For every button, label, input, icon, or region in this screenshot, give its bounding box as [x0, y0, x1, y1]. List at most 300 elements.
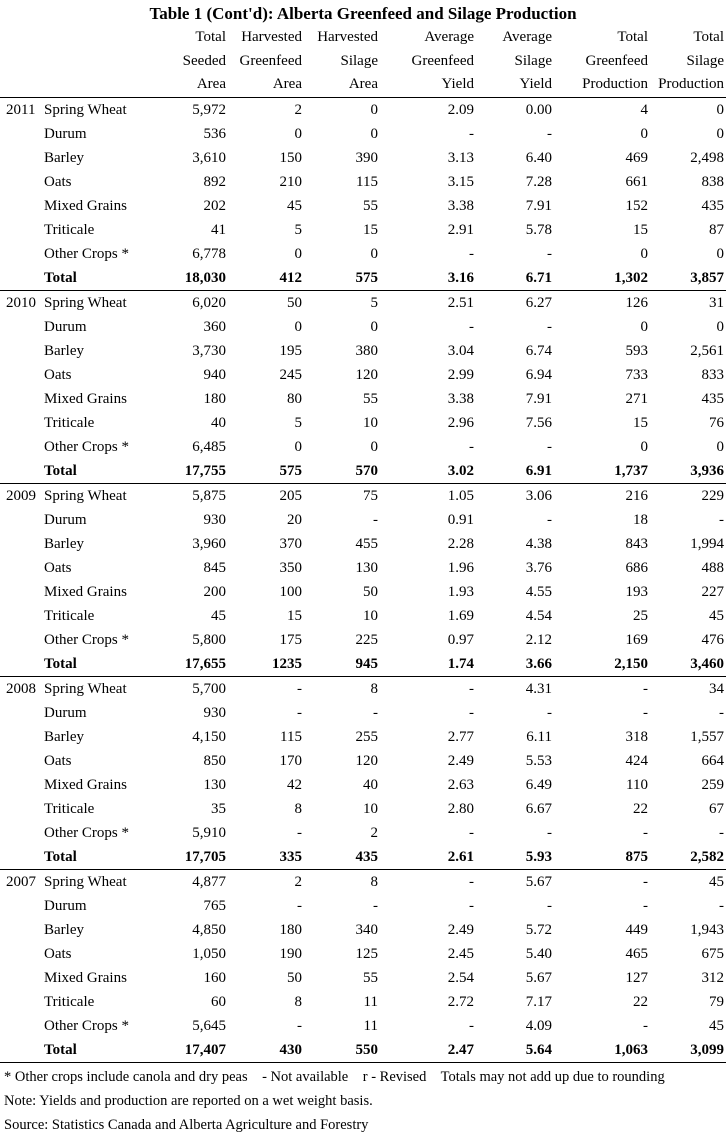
value-cell: 35 — [211, 801, 226, 818]
value-cell: - — [469, 705, 474, 722]
value-cell: 575 — [228, 459, 304, 484]
year-cell-empty — [0, 170, 40, 194]
value-cell: 0 — [640, 126, 648, 143]
crop-label: Total — [40, 266, 158, 291]
year-cell-empty — [0, 821, 40, 845]
value-cell: 536 — [203, 126, 226, 143]
crop-label: Durum — [44, 705, 87, 722]
value-cell: 22 — [633, 994, 648, 1011]
table-row — [0, 122, 726, 146]
year-cell-empty — [0, 894, 40, 918]
value-cell: - — [719, 898, 724, 915]
crop-label: Triticale — [44, 415, 95, 432]
value-cell: 10 — [363, 801, 378, 818]
year-label: 2007 — [6, 874, 36, 891]
value-cell: 661 — [625, 174, 648, 191]
table-row — [0, 870, 726, 895]
value-cell: 60 — [211, 994, 226, 1011]
value-cell: 3,730 — [192, 343, 226, 360]
value-cell: 1.05 — [447, 488, 474, 505]
value-cell: 245 — [279, 367, 302, 384]
value-cell: 10 — [363, 608, 378, 625]
value-cell: 2.49 — [447, 753, 474, 770]
col-header: Average — [424, 29, 474, 45]
value-cell: 227 — [701, 584, 724, 601]
value-cell: 1235 — [228, 652, 304, 677]
year-cell-empty — [0, 339, 40, 363]
col-header: Seeded — [182, 52, 226, 69]
value-cell: 4 — [640, 102, 648, 119]
value-cell: 5.67 — [525, 970, 552, 987]
value-cell: 318 — [625, 729, 648, 746]
value-cell: 5,800 — [192, 632, 226, 649]
value-cell: 3.02 — [380, 459, 476, 484]
value-cell: 0 — [716, 102, 724, 119]
year-cell-empty — [0, 725, 40, 749]
year-cell-empty — [0, 556, 40, 580]
value-cell: - — [297, 898, 302, 915]
crop-label: Other Crops * — [44, 825, 129, 842]
value-cell: 202 — [203, 198, 226, 215]
value-cell: 210 — [279, 174, 302, 191]
value-cell: 6,020 — [192, 295, 226, 312]
value-cell: 15 — [633, 415, 648, 432]
value-cell: 0.00 — [525, 102, 552, 119]
col-header: Silage — [686, 52, 724, 69]
value-cell: 75 — [363, 488, 378, 505]
footnotes — [4, 1065, 726, 1137]
value-cell: - — [469, 825, 474, 842]
value-cell: 0 — [716, 319, 724, 336]
value-cell: 5 — [294, 415, 302, 432]
total-row — [0, 652, 726, 677]
table-row — [0, 242, 726, 266]
value-cell: 430 — [228, 1038, 304, 1063]
value-cell: - — [373, 898, 378, 915]
value-cell: 7.56 — [525, 415, 552, 432]
value-cell: 664 — [701, 753, 724, 770]
table-row — [0, 1014, 726, 1038]
table-row — [0, 966, 726, 990]
value-cell: 190 — [279, 946, 302, 963]
value-cell: 476 — [701, 632, 724, 649]
value-cell: 2.63 — [447, 777, 474, 794]
value-cell: - — [547, 512, 552, 529]
value-cell: 18 — [633, 512, 648, 529]
value-cell: 5,700 — [192, 681, 226, 698]
value-cell: 390 — [355, 150, 378, 167]
col-header: Silage — [340, 52, 378, 69]
value-cell: 15 — [633, 222, 648, 239]
crop-label: Oats — [44, 367, 72, 384]
table-row — [0, 749, 726, 773]
value-cell: 50 — [287, 970, 302, 987]
value-cell: 5.40 — [525, 946, 552, 963]
table-row — [0, 435, 726, 459]
value-cell: - — [547, 825, 552, 842]
value-cell: 930 — [203, 705, 226, 722]
value-cell: 3.38 — [447, 198, 474, 215]
value-cell: 5 — [294, 222, 302, 239]
value-cell: - — [373, 705, 378, 722]
value-cell: 3.13 — [447, 150, 474, 167]
value-cell: 1,063 — [554, 1038, 650, 1063]
value-cell: 0.97 — [447, 632, 474, 649]
year-label: 2011 — [6, 102, 36, 119]
value-cell: 875 — [554, 845, 650, 870]
value-cell: - — [719, 705, 724, 722]
value-cell: - — [297, 705, 302, 722]
crop-label: Spring Wheat — [44, 102, 127, 119]
year-cell-empty — [0, 508, 40, 532]
value-cell: 120 — [355, 753, 378, 770]
col-header: Total — [195, 29, 226, 45]
value-cell: 2.91 — [447, 222, 474, 239]
year-cell-empty — [0, 315, 40, 339]
value-cell: - — [469, 246, 474, 263]
value-cell: 765 — [203, 898, 226, 915]
value-cell: 6.91 — [476, 459, 554, 484]
value-cell: - — [297, 825, 302, 842]
value-cell: 115 — [280, 729, 302, 746]
value-cell: 8 — [294, 994, 302, 1011]
value-cell: - — [469, 439, 474, 456]
year-cell-empty — [0, 628, 40, 652]
value-cell: 5.67 — [525, 874, 552, 891]
value-cell: 41 — [211, 222, 226, 239]
crop-label: Total — [40, 845, 158, 870]
value-cell: - — [297, 1018, 302, 1035]
col-header: Production — [554, 73, 650, 97]
value-cell: 0 — [370, 319, 378, 336]
col-header: Area — [158, 73, 228, 97]
value-cell: 0 — [370, 439, 378, 456]
crop-label: Barley — [44, 150, 84, 167]
value-cell: 2.45 — [447, 946, 474, 963]
value-cell: 127 — [625, 970, 648, 987]
value-cell: 593 — [625, 343, 648, 360]
year-label: 2010 — [6, 295, 36, 312]
table-title: Table 1 (Cont'd): Alberta Greenfeed and Silage Production — [149, 4, 577, 23]
value-cell: 20 — [287, 512, 302, 529]
value-cell: 4.55 — [525, 584, 552, 601]
table-row — [0, 532, 726, 556]
value-cell: 8 — [370, 874, 378, 891]
table-row — [0, 339, 726, 363]
crop-label: Total — [40, 1038, 158, 1063]
col-header: Greenfeed — [411, 52, 474, 69]
value-cell: 3,857 — [650, 266, 726, 291]
value-cell: 7.17 — [525, 994, 552, 1011]
crop-label: Other Crops * — [44, 246, 129, 263]
value-cell: 455 — [355, 536, 378, 553]
table-row — [0, 677, 726, 702]
value-cell: 6,485 — [192, 439, 226, 456]
value-cell: 45 — [211, 608, 226, 625]
value-cell: - — [643, 825, 648, 842]
value-cell: 892 — [203, 174, 226, 191]
value-cell: 2.47 — [380, 1038, 476, 1063]
value-cell: - — [469, 126, 474, 143]
value-cell: 3,460 — [650, 652, 726, 677]
value-cell: 115 — [356, 174, 378, 191]
value-cell: 5,910 — [192, 825, 226, 842]
col-header: Harvested — [317, 29, 378, 45]
year-cell-empty — [0, 604, 40, 628]
crop-label: Durum — [44, 319, 87, 336]
value-cell: 3.16 — [380, 266, 476, 291]
col-header: Total — [693, 29, 724, 45]
value-cell: 34 — [709, 681, 724, 698]
value-cell: 6.71 — [476, 266, 554, 291]
value-cell: 25 — [633, 608, 648, 625]
value-cell: 4,150 — [192, 729, 226, 746]
header-row-2 — [0, 50, 726, 74]
value-cell: - — [547, 319, 552, 336]
value-cell: 0 — [294, 246, 302, 263]
value-cell: 1,050 — [192, 946, 226, 963]
crop-label: Barley — [44, 729, 84, 746]
crop-label: Oats — [44, 753, 72, 770]
value-cell: 2.51 — [447, 295, 474, 312]
value-cell: 8 — [370, 681, 378, 698]
year-label: 2009 — [6, 488, 36, 505]
value-cell: 675 — [701, 946, 724, 963]
value-cell: 3,960 — [192, 536, 226, 553]
col-header: Greenfeed — [239, 52, 302, 69]
table-row — [0, 218, 726, 242]
value-cell: 170 — [279, 753, 302, 770]
value-cell: 6.74 — [525, 343, 552, 360]
table-row — [0, 484, 726, 509]
value-cell: 5.93 — [476, 845, 554, 870]
crop-label: Triticale — [44, 222, 95, 239]
year-cell-empty — [0, 918, 40, 942]
value-cell: 31 — [709, 295, 724, 312]
value-cell: 2.99 — [447, 367, 474, 384]
table-row — [0, 580, 726, 604]
year-cell-empty — [0, 942, 40, 966]
value-cell: 6.27 — [525, 295, 552, 312]
header-row-1 — [0, 26, 726, 50]
value-cell: 200 — [203, 584, 226, 601]
col-header: Area — [228, 73, 304, 97]
table-row — [0, 918, 726, 942]
value-cell: - — [547, 705, 552, 722]
value-cell: - — [719, 512, 724, 529]
value-cell: 930 — [203, 512, 226, 529]
table-row — [0, 146, 726, 170]
value-cell: 255 — [355, 729, 378, 746]
value-cell: 1,994 — [690, 536, 724, 553]
table-row — [0, 315, 726, 339]
value-cell: 6,778 — [192, 246, 226, 263]
value-cell: 2.49 — [447, 922, 474, 939]
value-cell: 45 — [709, 608, 724, 625]
value-cell: 40 — [363, 777, 378, 794]
value-cell: 2.61 — [380, 845, 476, 870]
value-cell: 5.78 — [525, 222, 552, 239]
production-table — [0, 26, 726, 1063]
value-cell: 2,498 — [690, 150, 724, 167]
value-cell: 5,875 — [192, 488, 226, 505]
value-cell: 130 — [203, 777, 226, 794]
value-cell: 216 — [625, 488, 648, 505]
value-cell: 15 — [363, 222, 378, 239]
value-cell: 79 — [709, 994, 724, 1011]
table-row — [0, 628, 726, 652]
col-header: Harvested — [241, 29, 302, 45]
year-label: 2008 — [6, 681, 36, 698]
value-cell: 850 — [203, 753, 226, 770]
crop-label: Triticale — [44, 608, 95, 625]
year-cell-empty — [0, 122, 40, 146]
value-cell: 0 — [640, 319, 648, 336]
value-cell: 1,302 — [554, 266, 650, 291]
value-cell: 2,150 — [554, 652, 650, 677]
value-cell: 0 — [716, 246, 724, 263]
value-cell: 5,972 — [192, 102, 226, 119]
value-cell: 180 — [203, 391, 226, 408]
table-row — [0, 797, 726, 821]
value-cell: 45 — [709, 1018, 724, 1035]
value-cell: - — [297, 681, 302, 698]
value-cell: 0 — [294, 319, 302, 336]
value-cell: 4.09 — [525, 1018, 552, 1035]
value-cell: 150 — [279, 150, 302, 167]
crop-label: Oats — [44, 946, 72, 963]
value-cell: 1.69 — [447, 608, 474, 625]
value-cell: - — [469, 874, 474, 891]
value-cell: 2.54 — [447, 970, 474, 987]
crop-label: Barley — [44, 922, 84, 939]
year-cell-empty — [0, 411, 40, 435]
value-cell: 3,099 — [650, 1038, 726, 1063]
value-cell: 6.94 — [525, 367, 552, 384]
value-cell: - — [643, 705, 648, 722]
value-cell: 7.91 — [525, 391, 552, 408]
value-cell: 205 — [279, 488, 302, 505]
crop-label: Mixed Grains — [44, 584, 127, 601]
value-cell: 11 — [363, 1018, 378, 1035]
crop-label: Mixed Grains — [44, 970, 127, 987]
value-cell: 3.76 — [525, 560, 552, 577]
value-cell: 424 — [625, 753, 648, 770]
value-cell: 2.12 — [525, 632, 552, 649]
value-cell: 5.64 — [476, 1038, 554, 1063]
value-cell: 271 — [625, 391, 648, 408]
value-cell: 2,582 — [650, 845, 726, 870]
value-cell: 469 — [625, 150, 648, 167]
footnote-legend: * Other crops include canola and dry peas - Not available r - Revised Totals may not add up due to rounding — [4, 1069, 665, 1085]
year-cell-empty — [0, 387, 40, 411]
total-row — [0, 459, 726, 484]
value-cell: 1,557 — [690, 729, 724, 746]
table-row — [0, 556, 726, 580]
year-cell-empty — [0, 218, 40, 242]
total-row — [0, 1038, 726, 1063]
value-cell: 18,030 — [158, 266, 228, 291]
value-cell: 175 — [279, 632, 302, 649]
value-cell: 686 — [625, 560, 648, 577]
value-cell: 1.74 — [380, 652, 476, 677]
value-cell: 67 — [709, 801, 724, 818]
value-cell: 1.96 — [447, 560, 474, 577]
crop-label: Oats — [44, 174, 72, 191]
crop-label: Mixed Grains — [44, 391, 127, 408]
table-row — [0, 170, 726, 194]
year-cell-empty — [0, 1014, 40, 1038]
value-cell: 17,407 — [158, 1038, 228, 1063]
crop-label: Spring Wheat — [44, 488, 127, 505]
crop-label: Durum — [44, 512, 87, 529]
value-cell: 335 — [228, 845, 304, 870]
value-cell: 0 — [640, 439, 648, 456]
col-header: Total — [617, 29, 648, 45]
col-header: Area — [304, 73, 380, 97]
col-header: Yield — [476, 73, 554, 97]
value-cell: 2 — [294, 874, 302, 891]
total-row — [0, 845, 726, 870]
crop-label: Spring Wheat — [44, 874, 127, 891]
value-cell: 0 — [370, 246, 378, 263]
value-cell: 6.67 — [525, 801, 552, 818]
value-cell: 45 — [287, 198, 302, 215]
value-cell: 11 — [363, 994, 378, 1011]
value-cell: 4.54 — [525, 608, 552, 625]
value-cell: 5 — [370, 295, 378, 312]
value-cell: - — [643, 681, 648, 698]
value-cell: 312 — [701, 970, 724, 987]
value-cell: - — [547, 126, 552, 143]
value-cell: 5.53 — [525, 753, 552, 770]
value-cell: 2.77 — [447, 729, 474, 746]
value-cell: 3,936 — [650, 459, 726, 484]
table-row — [0, 821, 726, 845]
value-cell: 940 — [203, 367, 226, 384]
value-cell: - — [469, 1018, 474, 1035]
value-cell: 2.28 — [447, 536, 474, 553]
crop-label: Durum — [44, 898, 87, 915]
value-cell: - — [547, 898, 552, 915]
value-cell: 126 — [625, 295, 648, 312]
value-cell: 55 — [363, 391, 378, 408]
value-cell: 225 — [355, 632, 378, 649]
value-cell: 2.96 — [447, 415, 474, 432]
value-cell: 2.80 — [447, 801, 474, 818]
value-cell: 6.11 — [526, 729, 552, 746]
value-cell: 10 — [363, 415, 378, 432]
value-cell: 100 — [279, 584, 302, 601]
value-cell: - — [643, 898, 648, 915]
col-header: Production — [650, 73, 726, 97]
crop-label: Spring Wheat — [44, 295, 127, 312]
value-cell: - — [547, 439, 552, 456]
value-cell: 570 — [304, 459, 380, 484]
year-cell-empty — [0, 194, 40, 218]
year-cell-empty — [0, 845, 40, 870]
value-cell: 22 — [633, 801, 648, 818]
value-cell: 40 — [211, 415, 226, 432]
crop-label: Other Crops * — [44, 632, 129, 649]
value-cell: 0 — [294, 439, 302, 456]
table-row — [0, 98, 726, 123]
value-cell: - — [719, 825, 724, 842]
table-row — [0, 411, 726, 435]
table-row — [0, 604, 726, 628]
value-cell: 1,943 — [690, 922, 724, 939]
year-cell-empty — [0, 773, 40, 797]
